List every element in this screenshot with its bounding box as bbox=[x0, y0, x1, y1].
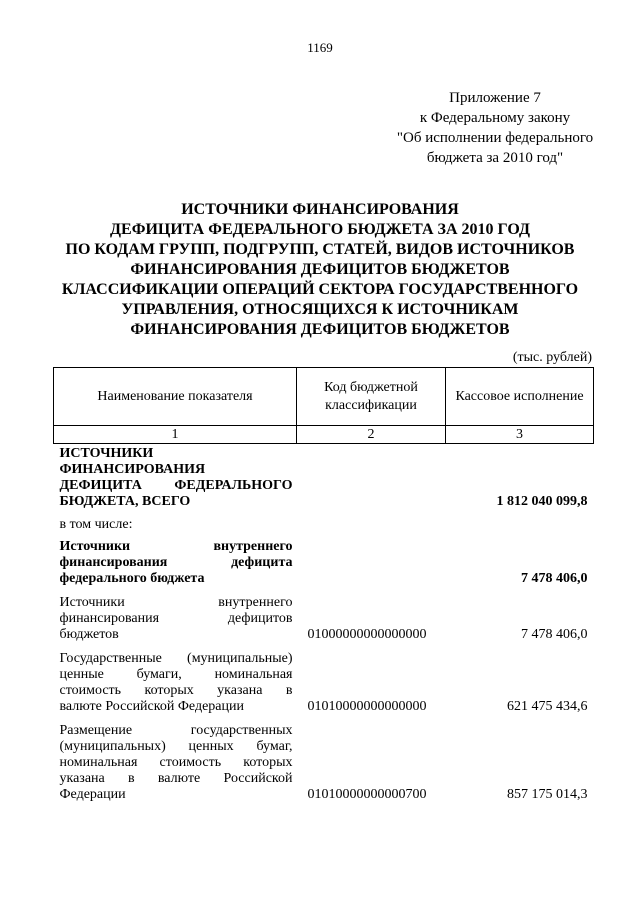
budget-table bbox=[53, 367, 594, 803]
title-line: ФИНАНСИРОВАНИЯ ДЕФИЦИТОВ БЮДЖЕТОВ bbox=[130, 321, 510, 338]
appendix-line: "Об исполнении федерального bbox=[396, 130, 594, 146]
row-name-line: финансирования дефицита bbox=[59, 555, 293, 570]
header-budget-code: Код бюджетной классификации bbox=[297, 368, 446, 426]
title-line: ПО КОДАМ ГРУПП, ПОДГРУПП, СТАТЕЙ, ВИДОВ ИСТОЧНИКОВ bbox=[65, 241, 575, 258]
row-name-line: Источники внутреннего bbox=[59, 539, 293, 554]
row-value: 7 478 406,0 bbox=[521, 571, 588, 586]
row-spacer bbox=[54, 587, 594, 595]
appendix-reference bbox=[380, 88, 610, 168]
table-row bbox=[54, 595, 594, 643]
title-line: ИСТОЧНИКИ ФИНАНСИРОВАНИЯ bbox=[181, 201, 459, 218]
row-name-line: указана в валюте Российской bbox=[59, 771, 293, 786]
row-name-line: Источники внутреннего bbox=[59, 595, 293, 610]
page-number: 1169 bbox=[307, 40, 333, 55]
table-row bbox=[54, 513, 594, 539]
row-code: 01000000000000000 bbox=[307, 627, 427, 642]
row-code: 01010000000000700 bbox=[307, 787, 427, 802]
row-value: 621 475 434,6 bbox=[507, 699, 588, 714]
row-name-line: Размещение государственных bbox=[59, 723, 293, 738]
header-indicator-name: Наименование показателя bbox=[54, 368, 297, 426]
table-row bbox=[54, 651, 594, 715]
row-name-line: ценные бумаги, номинальная bbox=[59, 667, 293, 682]
row-name-line: ДЕФИЦИТА ФЕДЕРАЛЬНОГО bbox=[59, 478, 293, 493]
row-name-line: (муниципальных) ценных бумаг, bbox=[59, 739, 293, 754]
title-line: ДЕФИЦИТА ФЕДЕРАЛЬНОГО БЮДЖЕТА ЗА 2010 ГОД bbox=[110, 221, 530, 238]
appendix-line: к Федеральному закону bbox=[419, 110, 571, 126]
appendix-line: Приложение 7 bbox=[449, 90, 541, 106]
title-line: УПРАВЛЕНИЯ, ОТНОСЯЩИХСЯ К ИСТОЧНИКАМ bbox=[121, 301, 519, 318]
row-name-line: бюджетов bbox=[59, 627, 119, 642]
row-name-line: в том числе: bbox=[59, 517, 133, 532]
row-code: 01010000000000000 bbox=[307, 699, 427, 714]
row-name-line: ФИНАНСИРОВАНИЯ bbox=[59, 462, 206, 477]
units-label: (тыс. рублей) bbox=[512, 350, 592, 365]
row-name bbox=[54, 513, 297, 539]
row-value: 857 175 014,3 bbox=[507, 787, 588, 802]
title-line: ФИНАНСИРОВАНИЯ ДЕФИЦИТОВ БЮДЖЕТОВ bbox=[130, 261, 510, 278]
row-code bbox=[297, 513, 446, 539]
row-spacer bbox=[54, 643, 594, 651]
row-name-line: ИСТОЧНИКИ bbox=[59, 446, 154, 461]
row-name-line: федерального бюджета bbox=[59, 571, 205, 586]
row-name bbox=[54, 595, 297, 643]
row-name-line: БЮДЖЕТА, ВСЕГО bbox=[59, 494, 191, 509]
row-name-line: финансирования дефицитов bbox=[59, 611, 293, 626]
row-name-line: Федерации bbox=[59, 787, 126, 802]
appendix-line: бюджета за 2010 год" bbox=[426, 150, 564, 166]
column-number-row bbox=[54, 426, 594, 444]
row-name bbox=[54, 651, 297, 715]
row-value: 1 812 040 099,8 bbox=[496, 494, 588, 509]
row-value: 7 478 406,0 bbox=[521, 627, 588, 642]
row-name-line: валюте Российской Федерации bbox=[59, 699, 244, 714]
row-name bbox=[54, 723, 297, 803]
table-header-row bbox=[54, 368, 594, 426]
row-spacer bbox=[54, 715, 594, 723]
title-line: КЛАССИФИКАЦИИ ОПЕРАЦИЙ СЕКТОРА ГОСУДАРСТВЕННОГО bbox=[61, 281, 579, 298]
table-row bbox=[54, 444, 594, 514]
row-name-line: Государственные (муниципальные) bbox=[59, 651, 293, 666]
table-row bbox=[54, 723, 594, 803]
row-code bbox=[297, 539, 446, 587]
row-value bbox=[446, 513, 594, 539]
row-code bbox=[297, 444, 446, 514]
column-number: 1 bbox=[54, 426, 297, 444]
row-name bbox=[54, 444, 297, 514]
column-number: 3 bbox=[446, 426, 594, 444]
header-cash-execution: Кассовое исполнение bbox=[446, 368, 594, 426]
row-name-line: стоимость которых указана в bbox=[59, 683, 293, 698]
column-number: 2 bbox=[297, 426, 446, 444]
document-title bbox=[40, 200, 600, 340]
table-row bbox=[54, 539, 594, 587]
row-name-line: номинальная стоимость которых bbox=[59, 755, 293, 770]
row-name bbox=[54, 539, 297, 587]
